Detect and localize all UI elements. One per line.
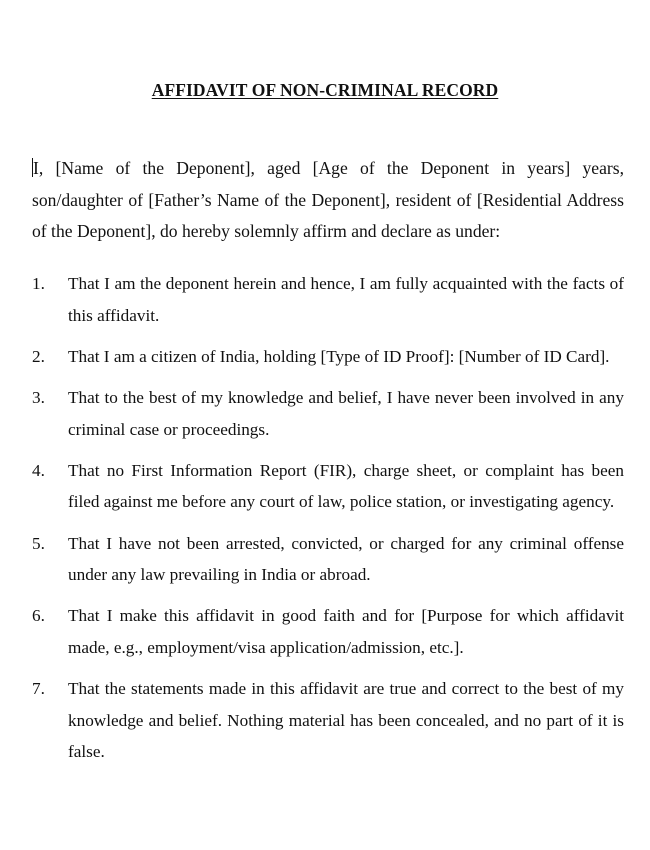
- list-item: [32, 268, 624, 331]
- item-number: 6.: [32, 606, 45, 626]
- document-title: AFFIDAVIT OF NON-CRIMINAL RECORD: [151, 80, 499, 100]
- item-text: That I am a citizen of India, holding [Type of ID Proof]: [Number of ID Card].: [68, 346, 610, 366]
- list-item: [32, 600, 624, 663]
- item-text: That no First Information Report (FIR), charge sheet, or complaint has been filed against me before any court of law, police station, or investigating agency.: [68, 460, 624, 512]
- item-text: That I am the deponent herein and hence, I am fully acquainted with the facts of this affidavit.: [68, 274, 624, 325]
- intro-text: I, [Name of the Deponent], aged [Age of the Deponent in years] years, son/daughter of [Father’s Name of the Deponent], resident of [Residential Address of the Deponent], do hereby solemnly affirm and declare as under:: [32, 158, 624, 241]
- item-number: 7.: [32, 679, 45, 699]
- item-text: That I make this affidavit in good faith and for [Purpose for which affidavit made, e.g., employment/visa application/admission, etc.].: [68, 606, 624, 657]
- item-number: 2.: [32, 346, 45, 366]
- item-number: 1.: [32, 274, 45, 293]
- list-item: [32, 455, 624, 518]
- item-number: 3.: [32, 387, 45, 407]
- intro-paragraph[interactable]: [32, 153, 624, 248]
- item-text: That to the best of my knowledge and belief, I have never been involved in any criminal case or proceedings.: [68, 387, 624, 439]
- list-item: [32, 673, 624, 768]
- list-item: [32, 382, 624, 445]
- declaration-list: [32, 268, 624, 777]
- item-number: 5.: [32, 533, 45, 553]
- item-number: 4.: [32, 460, 45, 480]
- item-text: That the statements made in this affidavit are true and correct to the best of my knowledge and belief. Nothing material has been concealed, and no part of it is false.: [68, 679, 624, 762]
- item-text: That I have not been arrested, convicted, or charged for any criminal offense under any law prevailing in India or abroad.: [68, 533, 624, 585]
- list-item: [32, 341, 624, 373]
- list-item: [32, 528, 624, 591]
